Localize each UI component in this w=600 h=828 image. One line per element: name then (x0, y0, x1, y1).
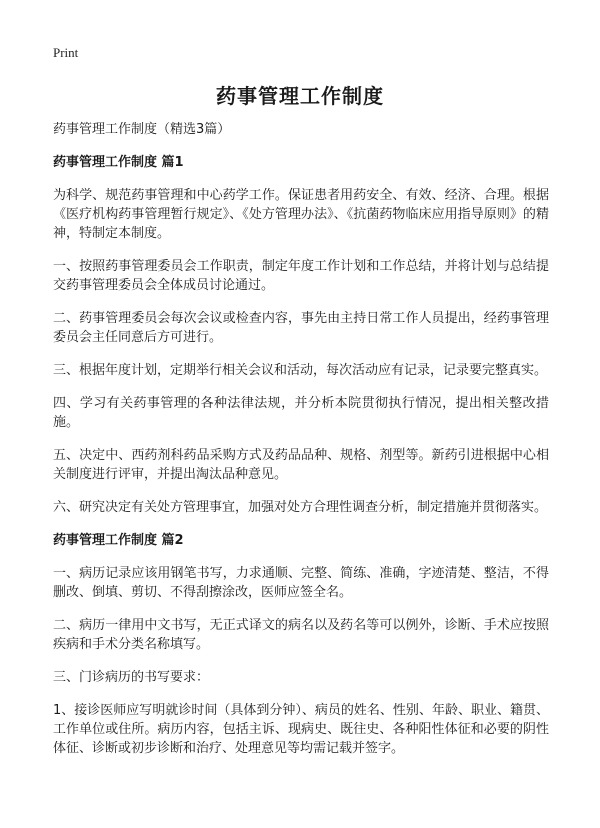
document-body (53, 120, 549, 772)
paragraph: 一、病历记录应该用钢笔书写，力求通顺、完整、简练、准确，字迹清楚、整洁，不得删改、倒填、剪切、不得刮擦涂改，医师应签全名。 (53, 566, 549, 600)
paragraph: 一、按照药事管理委员会工作职责，制定年度工作计划和工作总结，并将计划与总结提交药事管理委员会全体成员讨论通过。 (53, 259, 549, 293)
page-title: 药事管理工作制度 (216, 84, 384, 108)
paragraph: 三、门诊病历的书写要求： (53, 670, 210, 685)
document-subtitle: 药事管理工作制度（精选3篇） (53, 122, 231, 137)
paragraph: 六、研究决定有关处方管理事宜，加强对处方合理性调查分析，制定措施并贯彻落实。 (53, 500, 548, 515)
paragraph: 1、接诊医师应写明就诊时间（具体到分钟）、病员的姓名、性别、年龄、职业、籍贯、工作单位或住所。病历内容，包括主诉、现病史、既往史、各种阳性体征和必要的阴性体征、诊断或初步诊断和治疗、处理意见等均需记载并签字。 (53, 703, 549, 756)
section-heading-2: 药事管理工作制度 篇2 (53, 533, 184, 548)
paragraph: 二、病历一律用中文书写，无正式译文的病名以及药名等可以例外，诊断、手术应按照疾病和手术分类名称填写。 (53, 618, 549, 652)
paragraph: 为科学、规范药事管理和中心药学工作。保证患者用药安全、有效、经济、合理。根据《医疗机构药事管理暂行规定》、《处方管理办法》、《抗菌药物临床应用指导原则》的精神，特制定本制度。 (53, 188, 549, 241)
paragraph: 二、药事管理委员会每次会议或检查内容，事先由主持日常工作人员提出，经药事管理委员会主任同意后方可进行。 (53, 311, 549, 345)
section-heading-1: 药事管理工作制度 篇1 (53, 155, 184, 170)
paragraph: 五、决定中、西药剂科药品采购方式及药品品种、规格、剂型等。新药引进根据中心相关制度进行评审，并提出淘汰品种意见。 (53, 448, 549, 482)
print-label: Print (53, 45, 79, 60)
paragraph: 四、学习有关药事管理的各种法律法规，并分析本院贯彻执行情况，提出相关整改措施。 (53, 396, 549, 430)
paragraph: 三、根据年度计划，定期举行相关会议和活动，每次活动应有记录，记录要完整真实。 (53, 363, 548, 378)
